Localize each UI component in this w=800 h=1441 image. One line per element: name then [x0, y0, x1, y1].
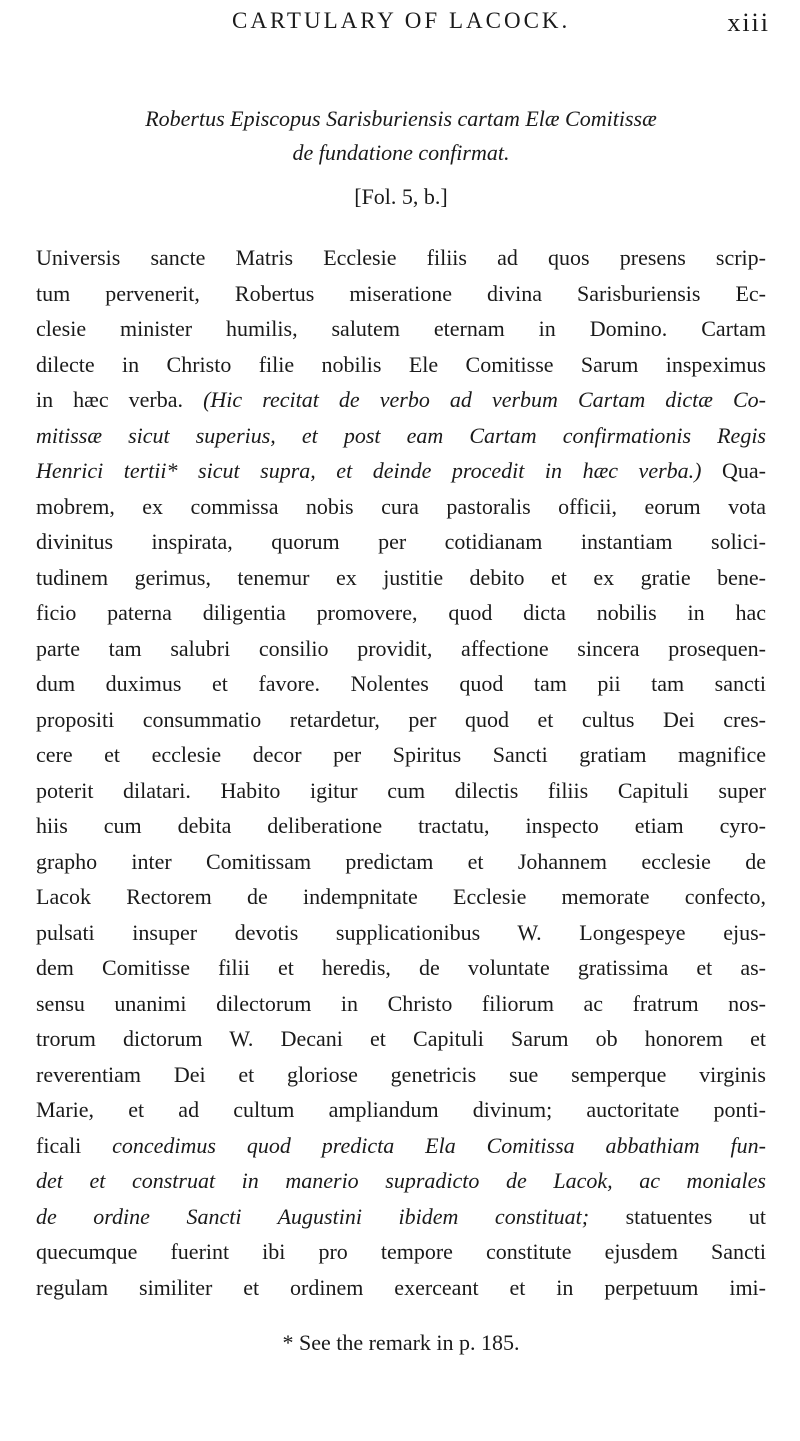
running-title: CARTULARY OF LACOCK. — [232, 8, 571, 33]
text-line: regulam similiter et ordinem exerceant et in perpetuum imi- — [36, 1274, 766, 1300]
text-line — [36, 453, 766, 489]
text-line: hiis cum debita deliberatione tractatu, inspecto etiam cyro- — [36, 813, 766, 838]
folio-reference: [Fol. 5, b.] — [354, 184, 448, 209]
running-head — [36, 8, 770, 44]
italic-text: (Hic recitat de verbo ad verbum Cartam dictæ Co- — [203, 387, 767, 412]
roman-text: statuentes ut — [625, 1203, 766, 1229]
text-line: poterit dilatari. Habito igitur cum dilectis filiis Capituli super — [36, 777, 766, 803]
text-line: tum pervenerit, Robertus miseratione divina Sarisburiensis Ec- — [36, 280, 766, 306]
text-line: dilecte in Christo filie nobilis Ele Comitisse Sarum inspeximus — [36, 351, 766, 377]
text-line — [36, 1199, 766, 1235]
text-line: Lacok Rectorem de indempnitate Ecclesie memorate confecto, — [36, 884, 766, 909]
text-line: pulsati insuper devotis supplicationibus W. Longespeye ejus- — [36, 919, 766, 945]
roman-text: ficali — [36, 1132, 82, 1158]
text-line: dem Comitisse filii et heredis, de voluntate gratissima et as- — [36, 955, 766, 980]
text-line: trorum dictorum W. Decani et Capituli Sarum ob honorem et — [36, 1026, 766, 1051]
text-line: grapho inter Comitissam predictam et Johannem ecclesie de — [36, 848, 766, 874]
text-line: ficio paterna diligentia promovere, quod dicta nobilis in hac — [36, 600, 766, 625]
text-line: tudinem gerimus, tenemur ex justitie debito et ex gratie bene- — [36, 564, 766, 590]
text-line — [36, 1128, 766, 1164]
text-line: det et construat in manerio supradicto de Lacok, ac moniales — [36, 1168, 766, 1193]
roman-text: in hæc verba. — [36, 387, 184, 412]
text-line: dum duximus et favore. Nolentes quod tam pii tam sancti — [36, 671, 766, 696]
charter-body — [36, 240, 766, 1305]
heading-line-1: Robertus Episcopus Sarisburiensis cartam Elæ Comitissæ — [145, 106, 657, 131]
text-line: parte tam salubri consilio providit, affectione sincera prosequen- — [36, 635, 766, 661]
footnote: * See the remark in p. 185. — [282, 1330, 520, 1355]
text-line: cere et ecclesie decor per Spiritus Sancti gratiam magnifice — [36, 742, 766, 767]
text-line: clesie minister humilis, salutem eternam in Domino. Cartam — [36, 316, 766, 341]
text-line: divinitus inspirata, quorum per cotidianam instantiam solici- — [36, 529, 766, 554]
charter-heading — [36, 102, 766, 170]
text-line: propositi consummatio retardetur, per quod et cultus Dei cres- — [36, 706, 766, 732]
heading-line-2: de fundatione confirmat. — [292, 140, 510, 165]
text-line: sensu unanimi dilectorum in Christo filiorum ac fratrum nos- — [36, 990, 766, 1016]
roman-text: Qua- — [722, 458, 767, 483]
italic-text: de ordine Sancti Augustini ibidem constituat; — [36, 1203, 590, 1229]
page-number: xiii — [727, 8, 770, 37]
italic-text: Henrici tertii* sicut supra, et deinde procedit in hæc verba.) — [36, 458, 702, 483]
text-line: reverentiam Dei et gloriose genetricis sue semperque virginis — [36, 1061, 766, 1087]
text-line — [36, 382, 766, 418]
text-line: mitissæ sicut superius, et post eam Cartam confirmationis Regis — [36, 422, 766, 448]
text-line: mobrem, ex commissa nobis cura pastoralis officii, eorum vota — [36, 493, 766, 519]
text-line: quecumque fuerint ibi pro tempore constitute ejusdem Sancti — [36, 1239, 766, 1264]
text-line: Marie, et ad cultum ampliandum divinum; auctoritate ponti- — [36, 1097, 766, 1122]
text-line: Universis sancte Matris Ecclesie filiis ad quos presens scrip- — [36, 245, 766, 270]
italic-text: concedimus quod predicta Ela Comitissa abbathiam fun- — [112, 1132, 766, 1158]
